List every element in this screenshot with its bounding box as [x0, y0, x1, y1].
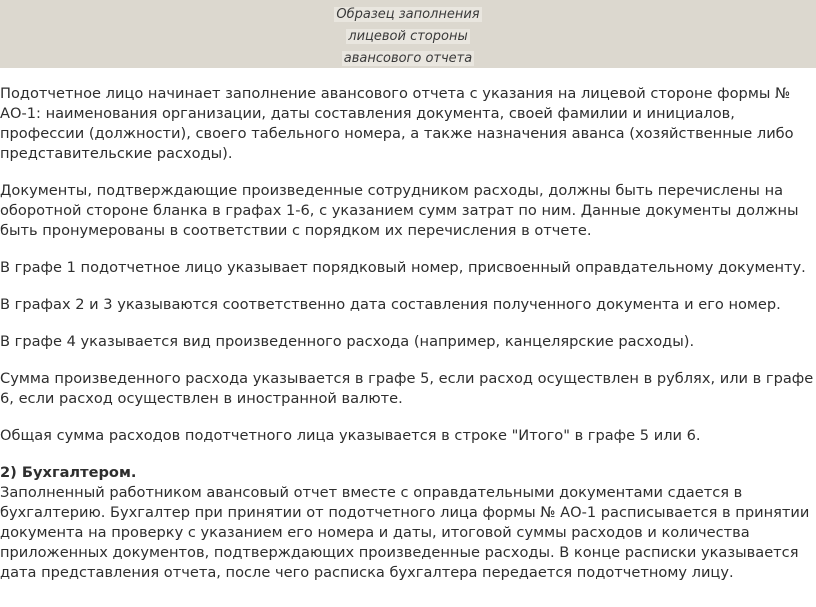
paragraph-documents: Документы, подтверждающие произведенные сотрудником расходы, должны быть перечислены на оборотной стороне бланка в графах 1-6, с указанием сумм затрат по ним. Данные документы должны быть пронумерованы в соответствии с порядком их перечисления в отчете. — [0, 182, 799, 239]
paragraph-columns-2-3: В графах 2 и 3 указываются соответственно дата составления полученного документа и его номер. — [0, 296, 781, 313]
paragraph-intro: Подотчетное лицо начинает заполнение авансового отчета с указания на лицевой стороне формы № АО-1: наименования организации, даты составления документа, своей фамилии и инициалов, профессии (должности), своего табельного номера, а также назначения аванса (хозяйственные либо представительские расходы). — [0, 85, 794, 162]
header-line-1: Образец заполнения — [336, 7, 480, 22]
paragraph-total: Общая сумма расходов подотчетного лица указывается в строке "Итого" в графе 5 или 6. — [0, 427, 701, 444]
paragraph-column-1: В графе 1 подотчетное лицо указывает порядковый номер, присвоенный оправдательному документу. — [0, 259, 806, 276]
section-heading: 2) Бухгалтером. — [0, 464, 137, 481]
section-accountant — [0, 463, 816, 583]
header-line-3: авансового отчета — [343, 51, 473, 66]
header-line-2: лицевой стороны — [348, 29, 468, 44]
header-caption — [0, 4, 816, 70]
document-body — [0, 84, 816, 583]
paragraph-column-4: В графе 4 указывается вид произведенного расхода (например, канцелярские расходы). — [0, 333, 695, 350]
paragraph-columns-5-6: Сумма произведенного расхода указывается в графе 5, если расход осуществлен в рублях, или в графе 6, если расход осуществлен в иностранной валюте. — [0, 370, 814, 407]
section-text: Заполненный работником авансовый отчет вместе с оправдательными документами сдается в бухгалтерию. Бухгалтер при принятии от подотчетного лица формы № АО-1 расписывается в принятии документа на проверку с указанием его номера и даты, итоговой суммы расходов и количества приложенных документов, подтверждающих произведенные расходы. В конце расписки указывается дата представления отчета, после чего расписка бухгалтера передается подотчетному лицу. — [0, 484, 810, 581]
